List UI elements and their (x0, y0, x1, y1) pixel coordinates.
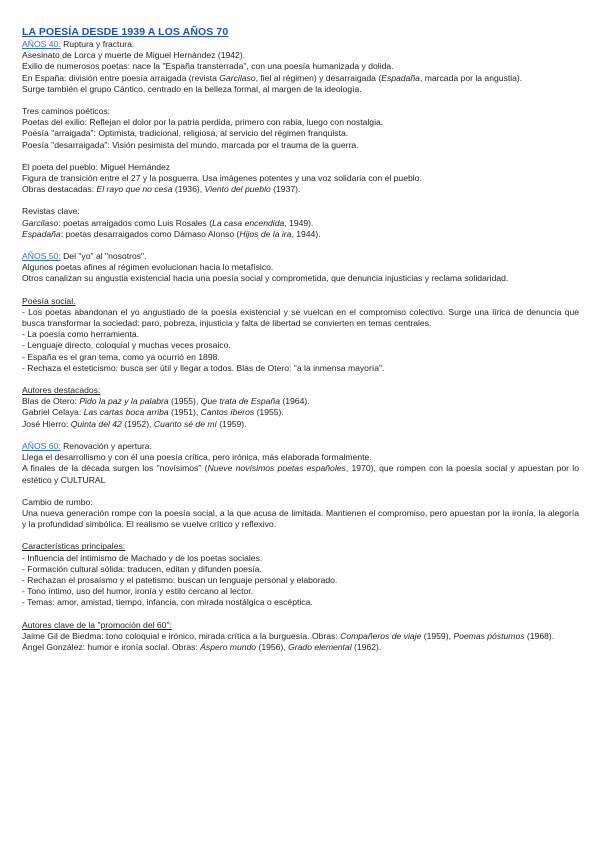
section-50s-heading: AÑOS 50: Del "yo" al "nosotros". (22, 251, 147, 262)
section-60s-label[interactable]: AÑOS 60: (22, 440, 61, 451)
list-item: Garcilaso: poetas arraigados como Luis Rosales (La casa encendida, 1949). (22, 217, 314, 228)
subsection-title: Revistas clave: (22, 206, 80, 217)
subsection-title: Cambio de rumbo: (22, 496, 93, 507)
subsection-title: Autores destacados: (22, 385, 101, 396)
section-40s-label[interactable]: AÑOS 40: (22, 39, 61, 49)
document-page (22, 26, 579, 653)
list-item: Blas de Otero: Pido la paz y la palabra (1955), Que trata de España (1964). (22, 396, 310, 407)
paragraph: Asesinato de Lorca y muerte de Miguel Hernández (1942). (22, 50, 246, 61)
list-item: Poesía "desarraigada": Visión pesimista del mundo, marcada por el trauma de la guerra. (22, 139, 359, 150)
subsection-title: Poesía social. (22, 295, 76, 306)
list-item: - España es el gran tema, como ya ocurrió en 1898. (22, 351, 220, 362)
list-item: - Tono íntimo, uso del humor, ironía y estilo cercano al lector. (22, 586, 254, 597)
document-title: LA POESÍA DESDE 1939 A LOS AÑOS 70 (22, 26, 229, 38)
subsection-title: Tres caminos poéticos: (22, 106, 111, 117)
section-50s-label[interactable]: AÑOS 50: (22, 251, 61, 262)
subsection-title: El poeta del pueblo: Miguel Hernández (22, 161, 171, 172)
list-item: Poetas del exilio: Reflejan el dolor por la patria perdida, primero con rabia, luego con nostalgia. (22, 117, 384, 128)
paragraph: Otros canalizan su angustia existencial hacia una poesía social y comprometida, que denuncia injusticias y reclama solidaridad. (22, 273, 509, 284)
list-item: - Rechazan el prosaísmo y el patetismo: buscan un lenguaje personal y elaborado. (22, 574, 338, 585)
paragraph: Exilio de numerosos poetas: nace la "España transterrada", con una poesía humanizada y dolida. (22, 61, 394, 72)
list-item: Jaime Gil de Biedma: tono coloquial e irónico, mirada crítica a la burguesía. Obras: Compañeros de viaje (1959), Poemas póstumos (1968). (22, 630, 555, 641)
list-item: Espadaña: poetas desarraigados como Dámaso Alonso (Hijos de la ira, 1944). (22, 228, 321, 239)
list-item: José Hierro: Quinta del 42 (1952), Cuanto sé de mí (1959). (22, 418, 247, 429)
paragraph: Algunos poetas afines al régimen evolucionan hacia lo metafísico. (22, 262, 274, 273)
list-item: - Formación cultural sólida: traducen, editan y difunden poesía. (22, 563, 262, 574)
list-item: Poesía "arraigada": Optimista, tradicional, religiosa, al servicio del régimen franquista. (22, 128, 349, 139)
list-item: - Influencia del intimismo de Machado y de los poetas sociales. (22, 552, 263, 563)
subsection-title: Autores clave de la "promoción del 60": (22, 619, 172, 630)
subsection-title: Características principales: (22, 541, 126, 552)
list-item: Gabriel Celaya: Las cartas boca arriba (1951), Cantos íberos (1955). (22, 407, 284, 418)
section-60s-heading: AÑOS 60: Renovación y apertura. (22, 440, 152, 451)
paragraph: Surge también el grupo Cántico, centrado en la belleza formal, al margen de la ideología. (22, 83, 362, 94)
list-item: - La poesía como herramienta. (22, 329, 140, 340)
paragraph: Llega el desarrollismo y con él una poesía crítica, pero irónica, más elaborada formalmente. (22, 452, 372, 463)
list-item: - Lenguaje directo, coloquial y muchas veces prosaico. (22, 340, 231, 351)
section-40s-heading: AÑOS 40: Ruptura y fractura. (22, 39, 135, 49)
paragraph: Una nueva generación rompe con la poesía social, a la que acusa de limitada. Mantienen el compromiso, pero apuestan por la ironía, la alegoría y la profundidad simbólica. El realismo se vuelve crítico y reflexivo. (22, 507, 579, 530)
list-item: - Temas: amor, amistad, tiempo, infancia, con mirada nostálgica o escéptica. (22, 597, 313, 608)
list-item: Ángel González: humor e ironía social. Obras: Áspero mundo (1956), Grado elemental (1962). (22, 641, 382, 652)
paragraph: Obras destacadas: El rayo que no cesa (1936), Viento del pueblo (1937). (22, 184, 301, 195)
paragraph: A finales de la década surgen los "novísimos" (Nueve novísimos poetas españoles, 1970), que rompen con la poesía social y apuestan por lo estético y CULTURAL (22, 463, 579, 485)
paragraph: Figura de transición entre el 27 y la posguerra. Usa imágenes potentes y una voz solidaria con el pueblo. (22, 173, 422, 184)
list-item: - Rechaza el esteticismo: busca ser útil y llegar a todos. Blas de Otero: "a la inmensa mayoría". (22, 362, 385, 373)
paragraph: En España: división entre poesía arraigada (revista Garcilaso, fiel al régimen) y desarraigada (Espadaña, marcada por la angustia). (22, 72, 523, 83)
list-item: - Los poetas abandonan el yo angustiado de la poesía existencial y se vuelcan en el compromiso colectivo. Surge una lírica de denuncia que busca transformar la sociedad: paro, pobreza, injusticia y falta de libertad se convierten en temas centrales. (22, 306, 579, 329)
